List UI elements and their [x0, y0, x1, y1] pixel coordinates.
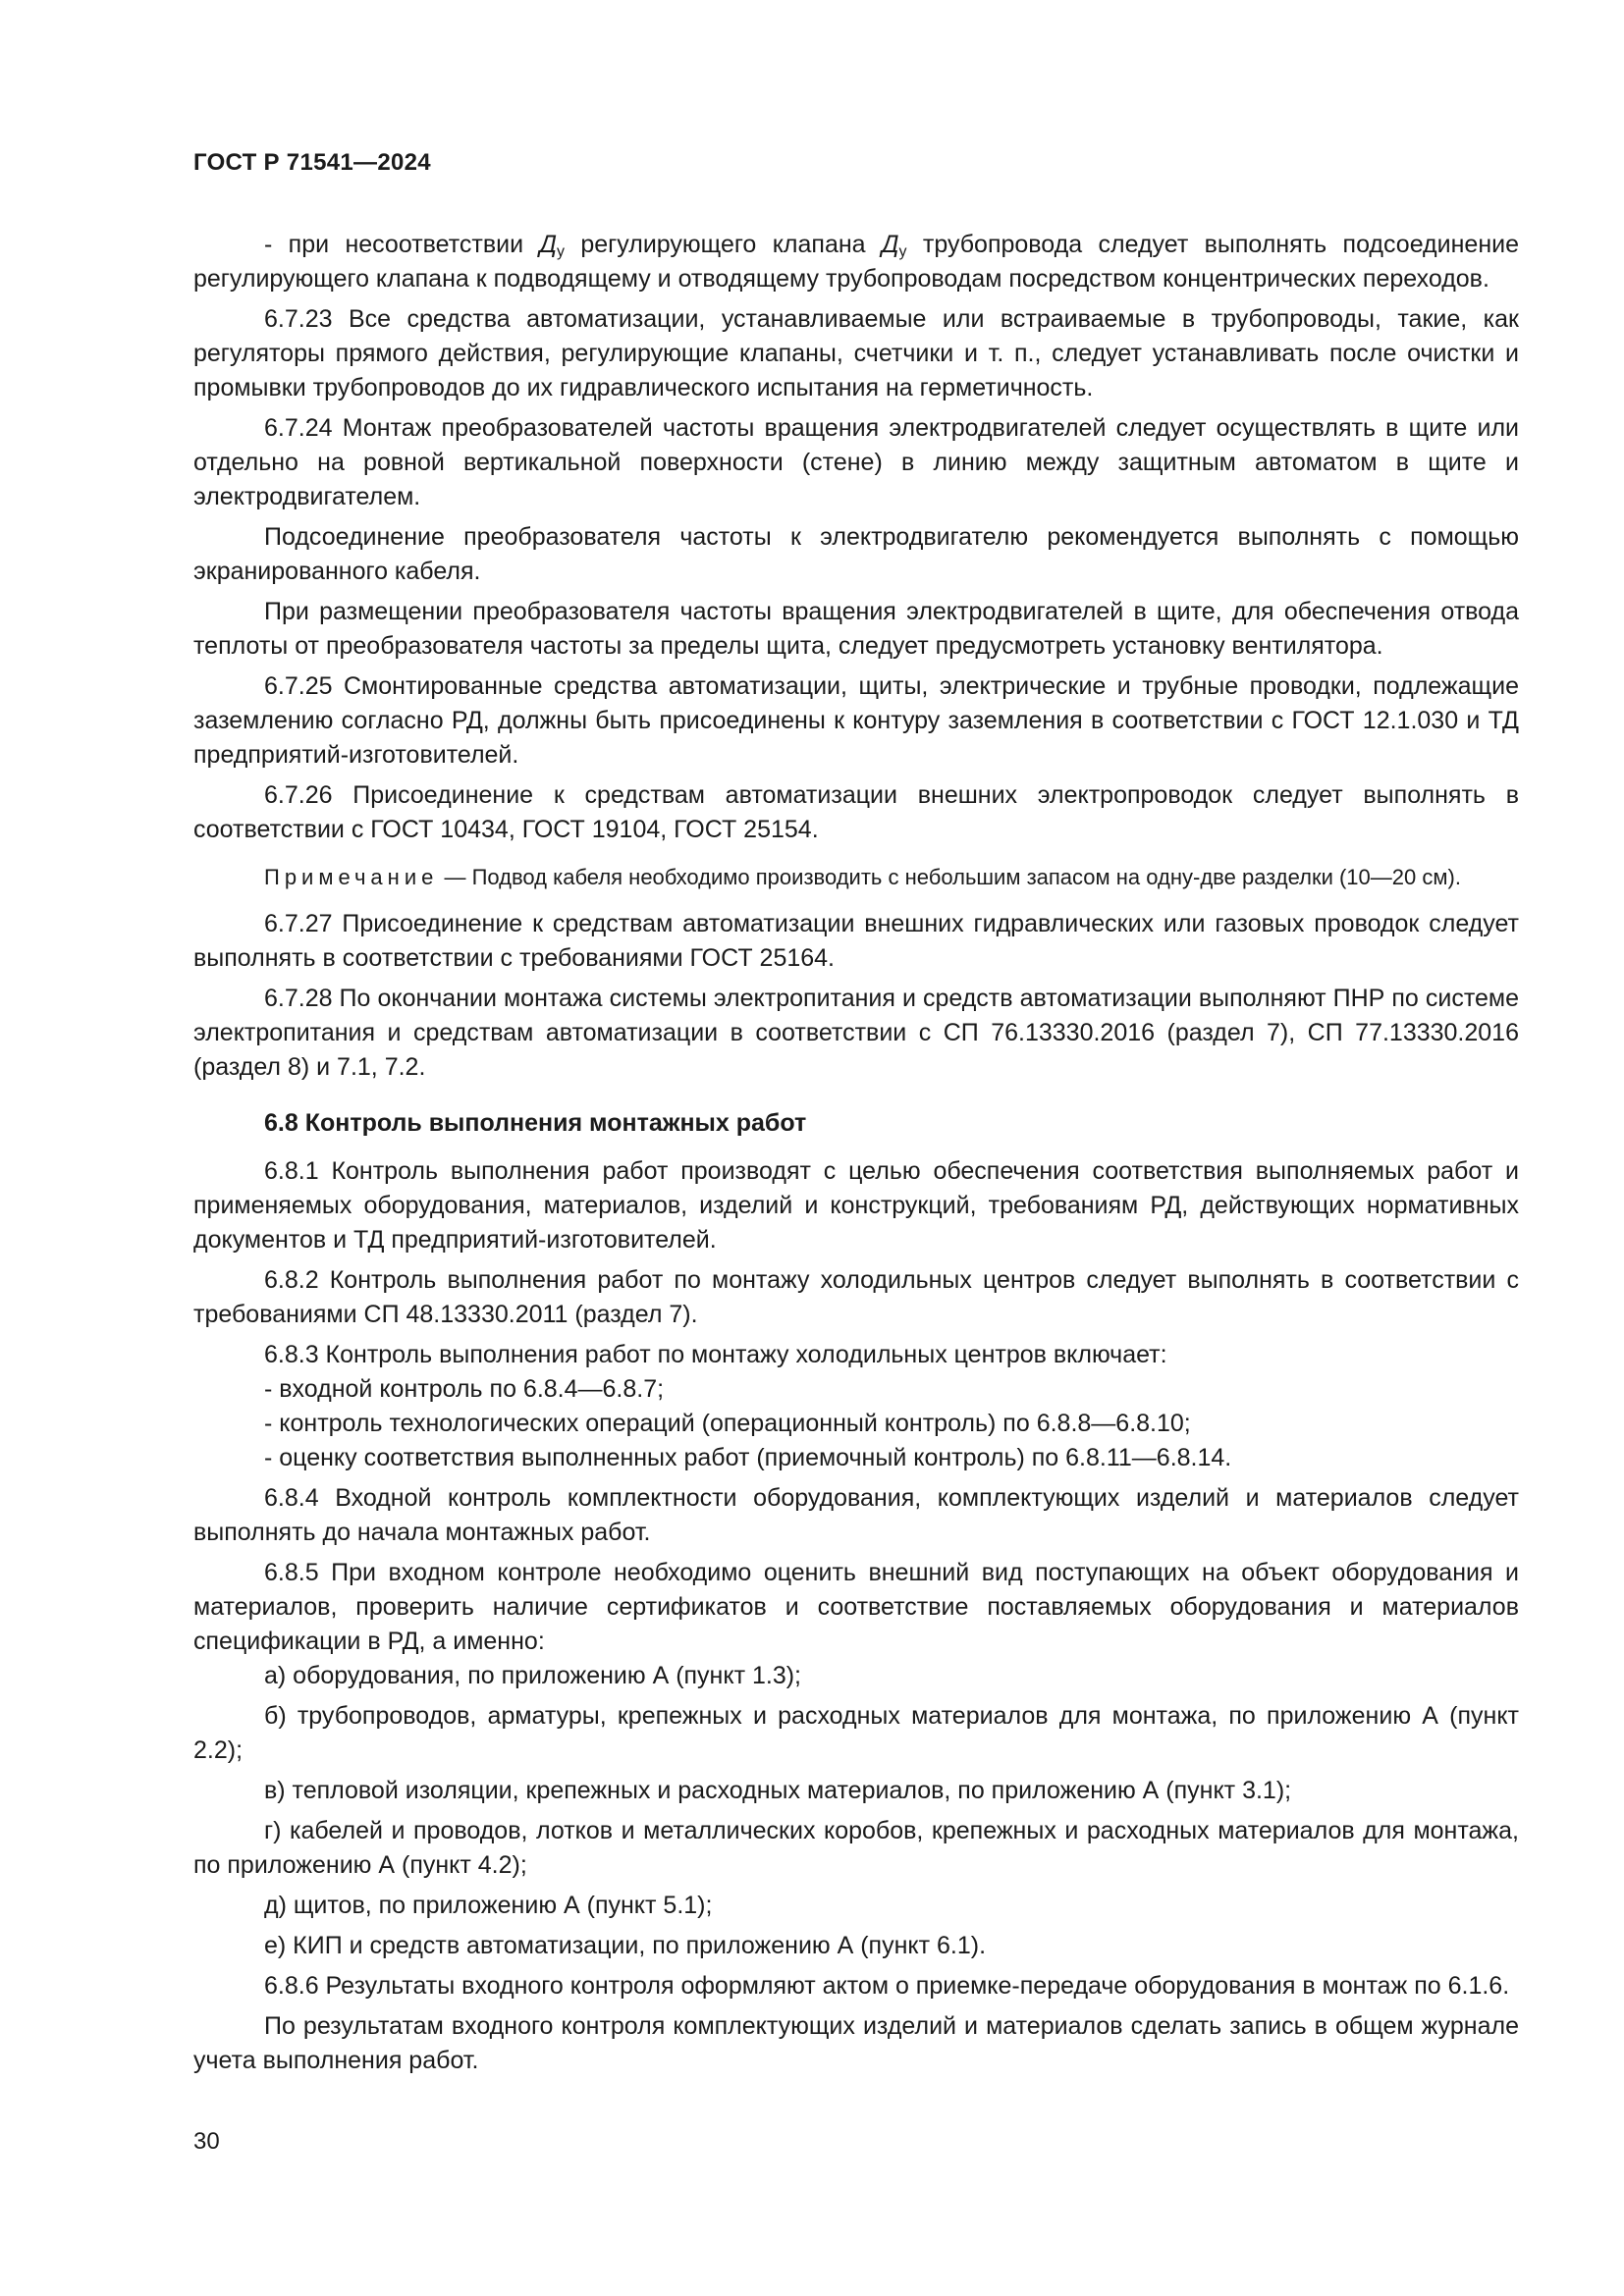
- section-heading-6-8: 6.8 Контроль выполнения монтажных работ: [264, 1109, 807, 1137]
- paragraph-du-mismatch: - при несоответствии $Д_у$ регулирующего клапана $Д_у$ трубопровода следует выполнять подсоединение регулирующего клапана к подводящему и отводящему трубопроводам посредством концентрических переходов.: [193, 231, 1519, 293]
- list-item: г) кабелей и проводов, лотков и металлических коробов, крепежных и расходных материалов для монтажа, по приложению А (пункт 4.2);: [193, 1817, 1519, 1879]
- paragraph-6-8-3: 6.8.3 Контроль выполнения работ по монтажу холодильных центров включает:: [264, 1341, 1167, 1368]
- document-header: ГОСТ Р 71541—2024: [193, 149, 431, 176]
- list-item: в) тепловой изоляции, крепежных и расходных материалов, по приложению А (пункт 3.1);: [264, 1777, 1292, 1804]
- paragraph-6-7-27: 6.7.27 Присоединение к средствам автоматизации внешних гидравлических или газовых проводок следует выполнять в соответствии с требованиями ГОСТ 25164.: [193, 910, 1519, 972]
- paragraph-6-8-6: 6.8.6 Результаты входного контроля оформляют актом о приемке-передаче оборудования в монтаж по 6.1.6.: [264, 1972, 1510, 2000]
- note-label: Примечание: [264, 865, 439, 889]
- page-number: 30: [193, 2128, 220, 2155]
- du-symbol: Д: [539, 231, 558, 258]
- list-item: б) трубопроводов, арматуры, крепежных и расходных материалов для монтажа, по приложению А (пункт 2.2);: [193, 1702, 1519, 1764]
- paragraph-6-7-24-b: Подсоединение преобразователя частоты к электродвигателю рекомендуется выполнять с помощью экранированного кабеля.: [193, 523, 1519, 585]
- paragraph-6-7-24: 6.7.24 Монтаж преобразователей частоты вращения электродвигателей следует осуществлять в щите или отдельно на ровной вертикальной поверхности (стене) в линию между защитным автоматом в щите и электродвигателем.: [193, 414, 1519, 510]
- list-item: д) щитов, по приложению А (пункт 5.1);: [264, 1892, 713, 1919]
- list-item: а) оборудования, по приложению А (пункт 1.3);: [264, 1662, 801, 1689]
- list-item: - контроль технологических операций (операционный контроль) по 6.8.8—6.8.10;: [264, 1410, 1191, 1437]
- paragraph-6-8-6-b: По результатам входного контроля комплектующих изделий и материалов сделать запись в общем журнале учета выполнения работ.: [193, 2012, 1519, 2074]
- paragraph-6-8-5: 6.8.5 При входном контроле необходимо оценить внешний вид поступающих на объект оборудования и материалов, проверить наличие сертификатов и соответствие поставляемых оборудования и материалов спецификации в РД, а именно:: [193, 1559, 1519, 1655]
- paragraph-6-7-23: 6.7.23 Все средства автоматизации, устанавливаемые или встраиваемые в трубопроводы, такие, как регуляторы прямого действия, регулирующие клапаны, счетчики и т. п., следует устанавливать после очистки и промывки трубопроводов до их гидравлического испытания на герметичность.: [193, 305, 1519, 401]
- paragraph-6-7-28: 6.7.28 По окончании монтажа системы электропитания и средств автоматизации выполняют ПНР по системе электропитания и средствам автоматизации в соответствии с СП 76.13330.2016 (раздел 7), СП 77.13330.2016 (раздел 8) и 7.1, 7.2.: [193, 985, 1519, 1081]
- document-body: [193, 228, 1519, 2078]
- paragraph-6-8-4: 6.8.4 Входной контроль комплектности оборудования, комплектующих изделий и материалов следует выполнять до начала монтажных работ.: [193, 1484, 1519, 1546]
- du-symbol: Д: [881, 231, 899, 258]
- paragraph-6-8-1: 6.8.1 Контроль выполнения работ производят с целью обеспечения соответствия выполняемых работ и применяемых оборудования, материалов, изделий и конструкций, требованиям РД, действующих нормативных документов и ТД предприятий-изготовителей.: [193, 1157, 1519, 1254]
- paragraph-6-8-2: 6.8.2 Контроль выполнения работ по монтажу холодильных центров следует выполнять в соответствии с требованиями СП 48.13330.2011 (раздел 7).: [193, 1266, 1519, 1328]
- paragraph-6-7-26: 6.7.26 Присоединение к средствам автоматизации внешних электропроводок следует выполнять в соответствии с ГОСТ 10434, ГОСТ 19104, ГОСТ 25154.: [193, 781, 1519, 843]
- paragraph-6-7-25: 6.7.25 Смонтированные средства автоматизации, щиты, электрические и трубные проводки, подлежащие заземлению согласно РД, должны быть присоединены к контуру заземления в соответствии с ГОСТ 12.1.030 и ТД предприятий-изготовителей.: [193, 672, 1519, 769]
- note: Примечание — Подвод кабеля необходимо производить с небольшим запасом на одну-две разделки (10—20 см).: [264, 865, 1461, 889]
- paragraph-6-7-24-c: При размещении преобразователя частоты вращения электродвигателей в щите, для обеспечения отвода теплоты от преобразователя частоты за пределы щита, следует предусмотреть установку вентилятора.: [193, 598, 1519, 660]
- list-item: - входной контроль по 6.8.4—6.8.7;: [264, 1375, 665, 1403]
- list-item: - оценку соответствия выполненных работ (приемочный контроль) по 6.8.11—6.8.14.: [264, 1444, 1232, 1471]
- list-item: е) КИП и средств автоматизации, по приложению А (пункт 6.1).: [264, 1932, 987, 1959]
